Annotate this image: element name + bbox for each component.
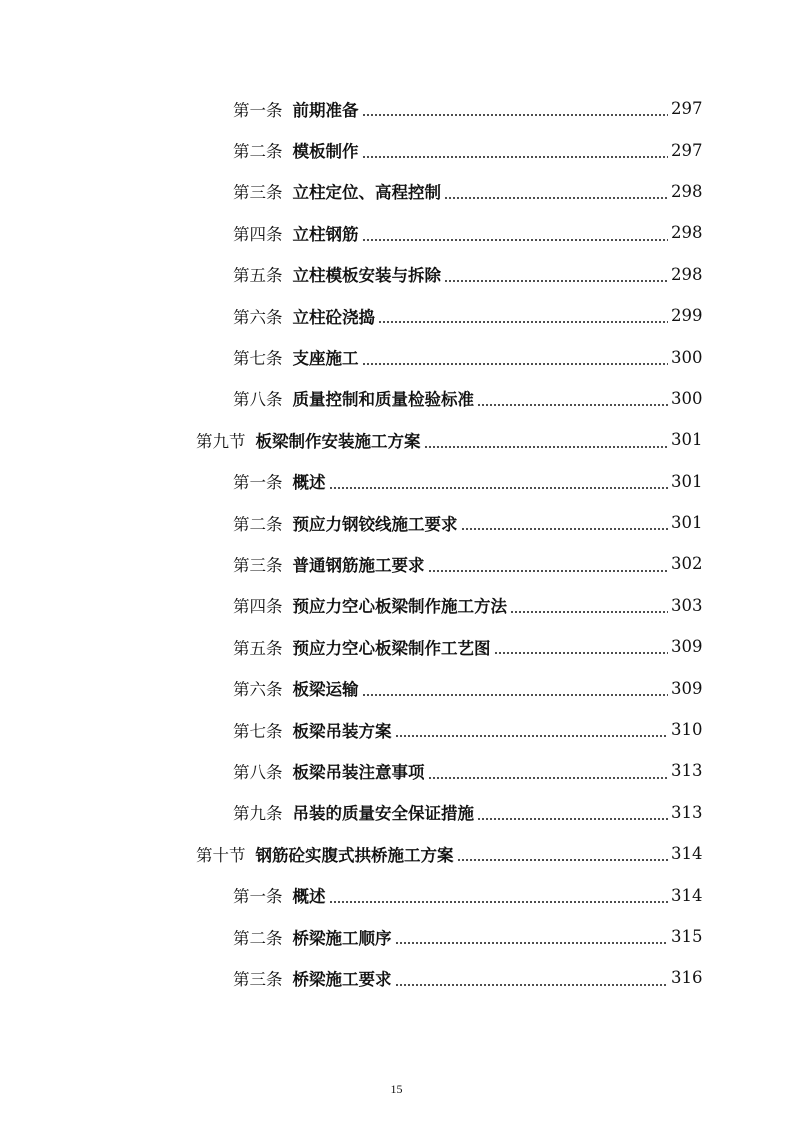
toc-article-entry[interactable] — [0, 874, 793, 915]
toc-entry-title: 立柱砼浇捣 — [292, 307, 375, 327]
toc-dot-leader — [428, 777, 669, 779]
toc-entry-page-number: 313 — [671, 761, 703, 781]
toc-dot-leader — [510, 611, 668, 613]
toc-article-entry[interactable] — [0, 336, 793, 377]
toc-entry-number: 第六条 — [233, 680, 283, 700]
toc-entry-page — [671, 513, 793, 532]
toc-dot-leader — [378, 321, 668, 323]
toc-article-entry[interactable] — [0, 212, 793, 253]
toc-entry-page — [671, 927, 793, 946]
toc-entry-number: 第七条 — [233, 721, 283, 741]
toc-dot-leader — [395, 942, 669, 944]
toc-entry-page-number: 298 — [671, 181, 703, 201]
toc-article-entry[interactable] — [0, 709, 793, 750]
toc-entry-title: 吊装的质量安全保证措施 — [292, 804, 474, 824]
toc-section-entry[interactable] — [0, 419, 793, 460]
toc-entry-number: 第三条 — [233, 183, 283, 203]
toc-entry-page-number: 309 — [671, 678, 703, 698]
toc-article-entry[interactable] — [0, 543, 793, 584]
toc-entry-page — [671, 968, 793, 987]
toc-article-entry[interactable] — [0, 171, 793, 212]
toc-entry-title: 预应力钢铰线施工要求 — [292, 514, 458, 534]
toc-entry-page — [671, 430, 793, 449]
toc-entry-number: 第三条 — [233, 555, 283, 575]
toc-entry-title: 概述 — [292, 473, 326, 493]
toc-entry-title: 板梁吊装注意事项 — [292, 762, 425, 782]
toc-dot-leader — [494, 652, 669, 654]
toc-dot-leader — [428, 570, 669, 572]
toc-dot-leader — [362, 694, 669, 696]
toc-article-entry[interactable] — [0, 626, 793, 667]
toc-entry-page — [671, 720, 793, 739]
toc-entry-page-number: 300 — [671, 388, 703, 408]
toc-entry-page — [671, 306, 793, 325]
toc-entry-page-number: 300 — [671, 347, 703, 367]
toc-entry-number: 第五条 — [233, 266, 283, 286]
toc-entry-number: 第七条 — [233, 349, 283, 369]
toc-entry-title: 预应力空心板梁制作工艺图 — [292, 638, 491, 658]
toc-article-entry[interactable] — [0, 667, 793, 708]
toc-article-entry[interactable] — [0, 792, 793, 833]
toc-entry-page — [671, 803, 793, 822]
toc-entry-page — [671, 844, 793, 863]
toc-entry-page — [671, 554, 793, 573]
toc-entry-page — [671, 182, 793, 201]
toc-entry-title: 模板制作 — [292, 142, 359, 162]
toc-dot-leader — [329, 901, 669, 903]
toc-dot-leader — [424, 446, 669, 448]
toc-entry-number: 第二条 — [233, 928, 283, 948]
toc-article-entry[interactable] — [0, 378, 793, 419]
toc-entry-page-number: 301 — [671, 513, 703, 533]
toc-entry-page — [671, 761, 793, 780]
toc-entry-number: 第一条 — [233, 473, 283, 493]
toc-dot-leader — [362, 156, 669, 158]
toc-entry-page-number: 315 — [671, 927, 703, 946]
toc-entry-title: 立柱钢筋 — [292, 224, 359, 244]
toc-entry-number: 第十节 — [196, 845, 246, 865]
toc-dot-leader — [395, 735, 669, 737]
toc-entry-title: 钢筋砼实腹式拱桥施工方案 — [255, 845, 454, 865]
toc-section-entry[interactable] — [0, 833, 793, 874]
toc-entry-title: 预应力空心板梁制作施工方法 — [292, 597, 507, 617]
toc-entry-page — [671, 389, 793, 408]
toc-article-entry[interactable] — [0, 295, 793, 336]
toc-entry-page — [671, 348, 793, 367]
toc-entry-title: 桥梁施工要求 — [292, 969, 392, 989]
toc-entry-number: 第二条 — [233, 142, 283, 162]
toc-entry-page — [671, 223, 793, 242]
toc-entry-page-number: 298 — [671, 264, 703, 284]
toc-article-entry[interactable] — [0, 129, 793, 170]
toc-entry-page-number: 299 — [671, 306, 703, 326]
toc-entry-page-number: 301 — [671, 430, 703, 450]
toc-dot-leader — [477, 404, 668, 406]
toc-dot-leader — [457, 859, 669, 861]
toc-entry-number: 第三条 — [233, 969, 283, 989]
toc-entry-number: 第八条 — [233, 390, 283, 410]
toc-entry-title: 板梁运输 — [292, 680, 359, 700]
toc-entry-page — [671, 141, 793, 160]
toc-entry-page — [671, 679, 793, 698]
toc-dot-leader — [461, 528, 669, 530]
toc-entry-page-number: 297 — [671, 140, 703, 160]
toc-dot-leader — [362, 239, 669, 241]
toc-entry-page-number: 313 — [671, 802, 703, 822]
toc-entry-page-number: 316 — [671, 968, 703, 988]
toc-article-entry[interactable] — [0, 502, 793, 543]
toc-dot-leader — [329, 487, 669, 489]
toc-entry-page-number: 301 — [671, 471, 703, 491]
toc-entry-number: 第八条 — [233, 762, 283, 782]
toc-entry-title: 立柱模板安装与拆除 — [292, 266, 441, 286]
toc-entry-number: 第二条 — [233, 514, 283, 534]
toc-entry-page — [671, 886, 793, 905]
toc-entry-page — [671, 265, 793, 284]
toc-entry-title: 普通钢筋施工要求 — [292, 555, 425, 575]
table-of-contents — [0, 88, 793, 999]
toc-article-entry[interactable] — [0, 957, 793, 998]
toc-article-entry[interactable] — [0, 88, 793, 129]
toc-entry-title: 桥梁施工顺序 — [292, 928, 392, 948]
toc-entry-number: 第六条 — [233, 307, 283, 327]
toc-entry-page — [671, 472, 793, 491]
toc-entry-number: 第一条 — [233, 100, 283, 120]
toc-entry-title: 概述 — [292, 887, 326, 907]
toc-entry-page — [671, 99, 793, 118]
toc-entry-page-number: 302 — [671, 554, 703, 574]
toc-entry-title: 板梁制作安装施工方案 — [255, 431, 421, 451]
toc-entry-number: 第五条 — [233, 638, 283, 658]
toc-entry-page — [671, 637, 793, 656]
toc-article-entry[interactable] — [0, 916, 793, 957]
toc-entry-page-number: 303 — [671, 595, 703, 615]
toc-entry-title: 质量控制和质量检验标准 — [292, 390, 474, 410]
toc-dot-leader — [395, 984, 669, 986]
toc-entry-page — [671, 596, 793, 615]
toc-article-entry[interactable] — [0, 461, 793, 502]
toc-entry-number: 第四条 — [233, 224, 283, 244]
toc-entry-page-number: 309 — [671, 637, 703, 657]
toc-article-entry[interactable] — [0, 750, 793, 791]
toc-entry-page-number: 298 — [671, 223, 703, 243]
toc-entry-title: 支座施工 — [292, 349, 359, 369]
toc-article-entry[interactable] — [0, 254, 793, 295]
toc-entry-number: 第四条 — [233, 597, 283, 617]
toc-entry-title: 前期准备 — [292, 100, 359, 120]
toc-dot-leader — [362, 363, 669, 365]
toc-article-entry[interactable] — [0, 585, 793, 626]
toc-entry-number: 第一条 — [233, 887, 283, 907]
page-number: 15 — [390, 1082, 403, 1096]
toc-entry-title: 板梁吊装方案 — [292, 721, 392, 741]
toc-dot-leader — [362, 114, 669, 116]
toc-entry-title: 立柱定位、高程控制 — [292, 183, 441, 203]
toc-dot-leader — [477, 818, 668, 820]
toc-dot-leader — [444, 280, 668, 282]
toc-entry-page-number: 297 — [671, 99, 703, 119]
toc-entry-page-number: 314 — [671, 885, 703, 905]
toc-entry-page-number: 314 — [671, 844, 703, 864]
toc-dot-leader — [444, 197, 668, 199]
toc-entry-number: 第九条 — [233, 804, 283, 824]
toc-entry-page-number: 310 — [671, 720, 703, 740]
toc-entry-number: 第九节 — [196, 431, 246, 451]
